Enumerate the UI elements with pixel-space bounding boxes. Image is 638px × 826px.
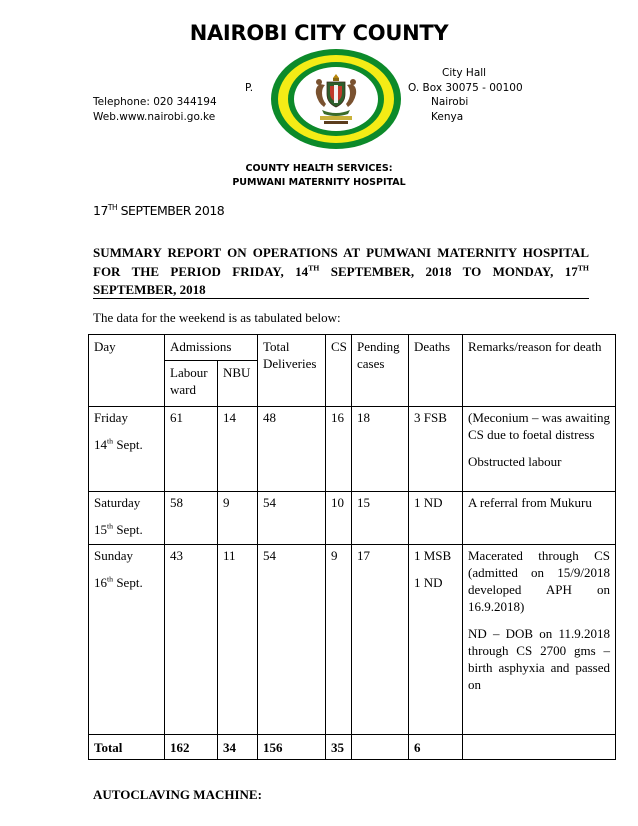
cell-cs: 16 (326, 407, 352, 492)
cell-remarks: (Meconium – was awaiting CS due to foetal distress Obstructed labour (463, 407, 616, 492)
table-row (89, 545, 616, 735)
header-day: Day (89, 335, 165, 407)
cell-cs: 9 (326, 545, 352, 735)
cell-deaths: 1 ND (409, 492, 463, 545)
website-text: Web.www.nairobi.go.ke (93, 111, 216, 123)
cell-pending: 15 (352, 492, 409, 545)
autoclaving-heading: AUTOCLAVING MACHINE: (93, 787, 262, 802)
header-total-deliveries: Total Deliveries (258, 335, 326, 407)
org-title: NAIROBI CITY COUNTY (189, 21, 449, 45)
cell-deaths: 3 FSB (409, 407, 463, 492)
cell-pending: 18 (352, 407, 409, 492)
total-deliveries: 156 (258, 735, 326, 760)
cell-nbu: 11 (218, 545, 258, 735)
intro-text: The data for the weekend is as tabulated below: (93, 310, 341, 325)
coat-of-arms-logo (270, 48, 402, 150)
cell-remarks: A referral from Mukuru (463, 492, 616, 545)
total-label: Total (89, 735, 165, 760)
header-pending-cases: Pending cases (352, 335, 409, 407)
total-remarks (463, 735, 616, 760)
address-line-1: City Hall (442, 67, 487, 79)
table-row (89, 492, 616, 545)
total-cs: 35 (326, 735, 352, 760)
cell-labour-ward: 43 (165, 545, 218, 735)
header-nbu: NBU (218, 361, 258, 407)
total-labour-ward: 162 (165, 735, 218, 760)
cell-nbu: 14 (218, 407, 258, 492)
header-cs: CS (326, 335, 352, 407)
cell-day: Friday 14th Sept. (89, 407, 165, 492)
header-labour-ward: Labour ward (165, 361, 218, 407)
operations-table (88, 334, 616, 760)
header-deaths: Deaths (409, 335, 463, 407)
cell-cs: 10 (326, 492, 352, 545)
cell-total-deliveries: 48 (258, 407, 326, 492)
address-line-2: O. Box 30075 - 00100 (408, 82, 523, 94)
cell-remarks: Macerated through CS (admitted on 15/9/2018 developed APH on 16.9.2018) ND – DOB on 11.9.2018 through CS 2700 gms – birth asphyxia and passed on (463, 545, 616, 735)
cell-day: Saturday 15th Sept. (89, 492, 165, 545)
cell-pending: 17 (352, 545, 409, 735)
title-underline (93, 298, 589, 299)
telephone-text: Telephone: 020 344194 (93, 96, 217, 108)
cell-deaths: 1 MSB 1 ND (409, 545, 463, 735)
address-line-3: Nairobi (431, 96, 469, 108)
cell-day: Sunday 16th Sept. (89, 545, 165, 735)
header-admissions: Admissions (165, 335, 258, 361)
address-line-4: Kenya (431, 111, 464, 123)
table-total-row (89, 735, 616, 760)
cell-nbu: 9 (218, 492, 258, 545)
total-deaths: 6 (409, 735, 463, 760)
facility-name: PUMWANI MATERNITY HOSPITAL (232, 177, 406, 188)
table-header-row (89, 335, 616, 361)
cell-total-deliveries: 54 (258, 545, 326, 735)
department-name: COUNTY HEALTH SERVICES: (245, 163, 393, 174)
report-title: SUMMARY REPORT ON OPERATIONS AT PUMWANI MATERNITY HOSPITAL FOR THE PERIOD FRIDAY, 14TH SEPTEMBER, 2018 TO MONDAY, 17TH SEPTEMBER, 2018 (93, 245, 589, 298)
header-remarks: Remarks/reason for death (463, 335, 616, 407)
cell-total-deliveries: 54 (258, 492, 326, 545)
total-pending (352, 735, 409, 760)
total-nbu: 34 (218, 735, 258, 760)
cell-labour-ward: 58 (165, 492, 218, 545)
postal-prefix: P. (245, 82, 254, 94)
report-date: 17TH SEPTEMBER 2018 (93, 202, 225, 218)
table-row (89, 407, 616, 492)
cell-labour-ward: 61 (165, 407, 218, 492)
